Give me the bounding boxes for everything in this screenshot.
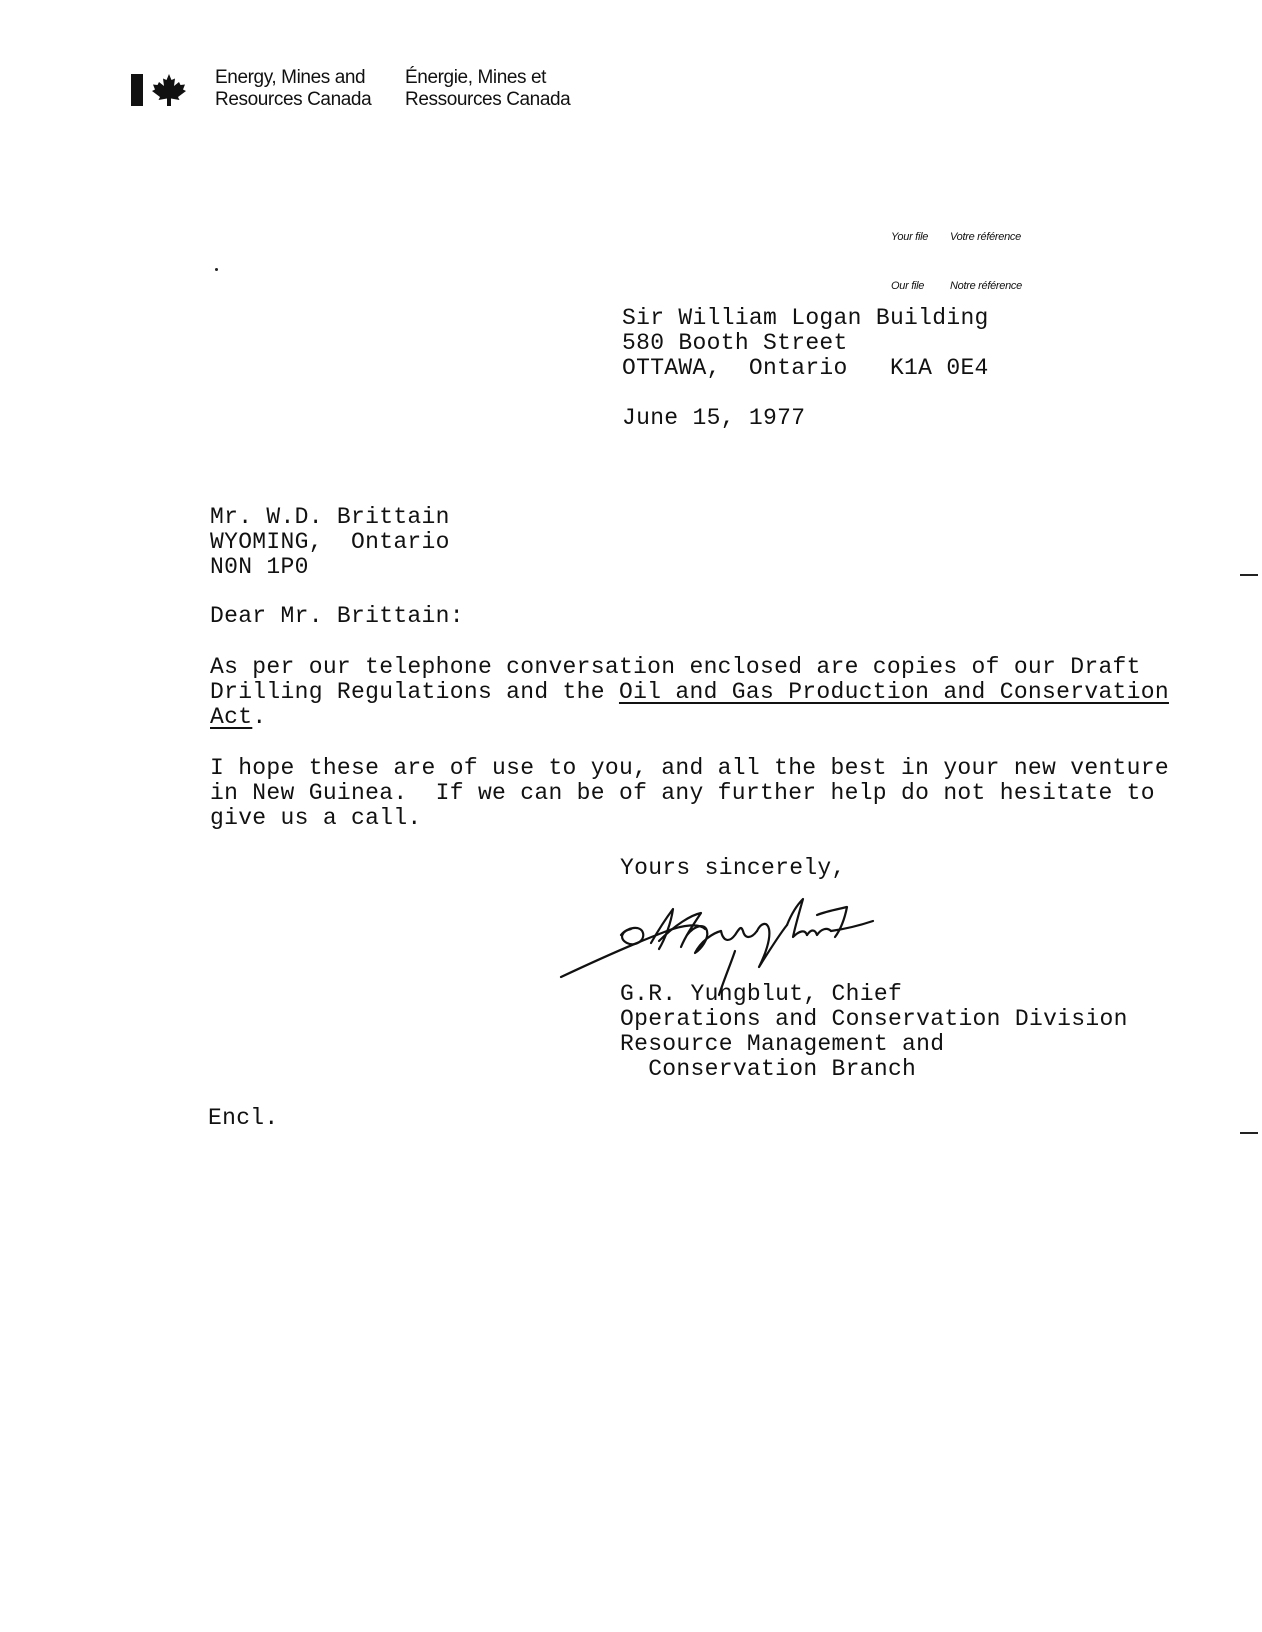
our-file-label: Our file bbox=[891, 280, 925, 292]
signatory-name-title: G.R. Yungblut, Chief bbox=[620, 981, 903, 1007]
paragraph-2-line-3: give us a call. bbox=[210, 805, 422, 831]
paragraph-1-line-2-text: Drilling Regulations and the bbox=[210, 679, 619, 705]
signatory-branch-line-2: Conservation Branch bbox=[620, 1056, 917, 1082]
body-paragraph-1 bbox=[210, 655, 1169, 730]
signatory-branch-line-1: Resource Management and bbox=[620, 1031, 945, 1057]
paragraph-1-line-3 bbox=[210, 705, 1169, 730]
department-name-fr-line-1: Énergie, Mines et bbox=[405, 67, 547, 88]
paragraph-2-line-2: in New Guinea. If we can be of any further help do not hesitate to bbox=[210, 780, 1155, 806]
recipient-address bbox=[210, 505, 450, 580]
canada-flag-icon bbox=[131, 70, 191, 110]
votre-reference-label: Votre référence bbox=[950, 231, 1021, 243]
your-file-label: Your file bbox=[891, 231, 929, 243]
department-name-en-line-1: Energy, Mines and bbox=[215, 67, 366, 88]
page-edge-mark bbox=[1240, 1132, 1258, 1134]
enclosure-note: Encl. bbox=[208, 1105, 279, 1131]
notre-reference-label: Notre référence bbox=[950, 280, 1022, 292]
page-edge-mark bbox=[1240, 574, 1258, 576]
sender-address bbox=[622, 306, 989, 381]
recipient-address-line-1: Mr. W.D. Brittain bbox=[210, 504, 450, 530]
paragraph-1-line-2 bbox=[210, 680, 1169, 705]
closing: Yours sincerely, bbox=[620, 855, 846, 881]
sender-address-line-1: Sir William Logan Building bbox=[622, 305, 989, 331]
body-paragraph-2 bbox=[210, 756, 1169, 831]
paragraph-2-line-1: I hope these are of use to you, and all the best in your new venture bbox=[210, 755, 1169, 781]
sender-address-line-3: OTTAWA, Ontario K1A 0E4 bbox=[622, 355, 989, 381]
act-title-part-1: Oil and Gas Production and Conservation bbox=[618, 679, 1169, 705]
letter-date: June 15, 1977 bbox=[622, 405, 806, 431]
paragraph-1-line-1: As per our telephone conversation enclosed are copies of our Draft bbox=[210, 654, 1141, 680]
signatory-division: Operations and Conservation Division bbox=[620, 1006, 1128, 1032]
department-name-fr-line-2: Ressources Canada bbox=[405, 89, 571, 110]
act-title-part-2: Act bbox=[210, 704, 253, 730]
recipient-address-line-3: N0N 1P0 bbox=[210, 554, 309, 580]
department-name-en-line-2: Resources Canada bbox=[215, 89, 372, 110]
scan-speck bbox=[215, 268, 218, 271]
signatory-block bbox=[620, 982, 1128, 1082]
sender-address-line-2: 580 Booth Street bbox=[622, 330, 848, 356]
recipient-address-line-2: WYOMING, Ontario bbox=[210, 529, 450, 555]
paragraph-1-period: . bbox=[252, 704, 267, 730]
salutation: Dear Mr. Brittain: bbox=[210, 603, 464, 629]
